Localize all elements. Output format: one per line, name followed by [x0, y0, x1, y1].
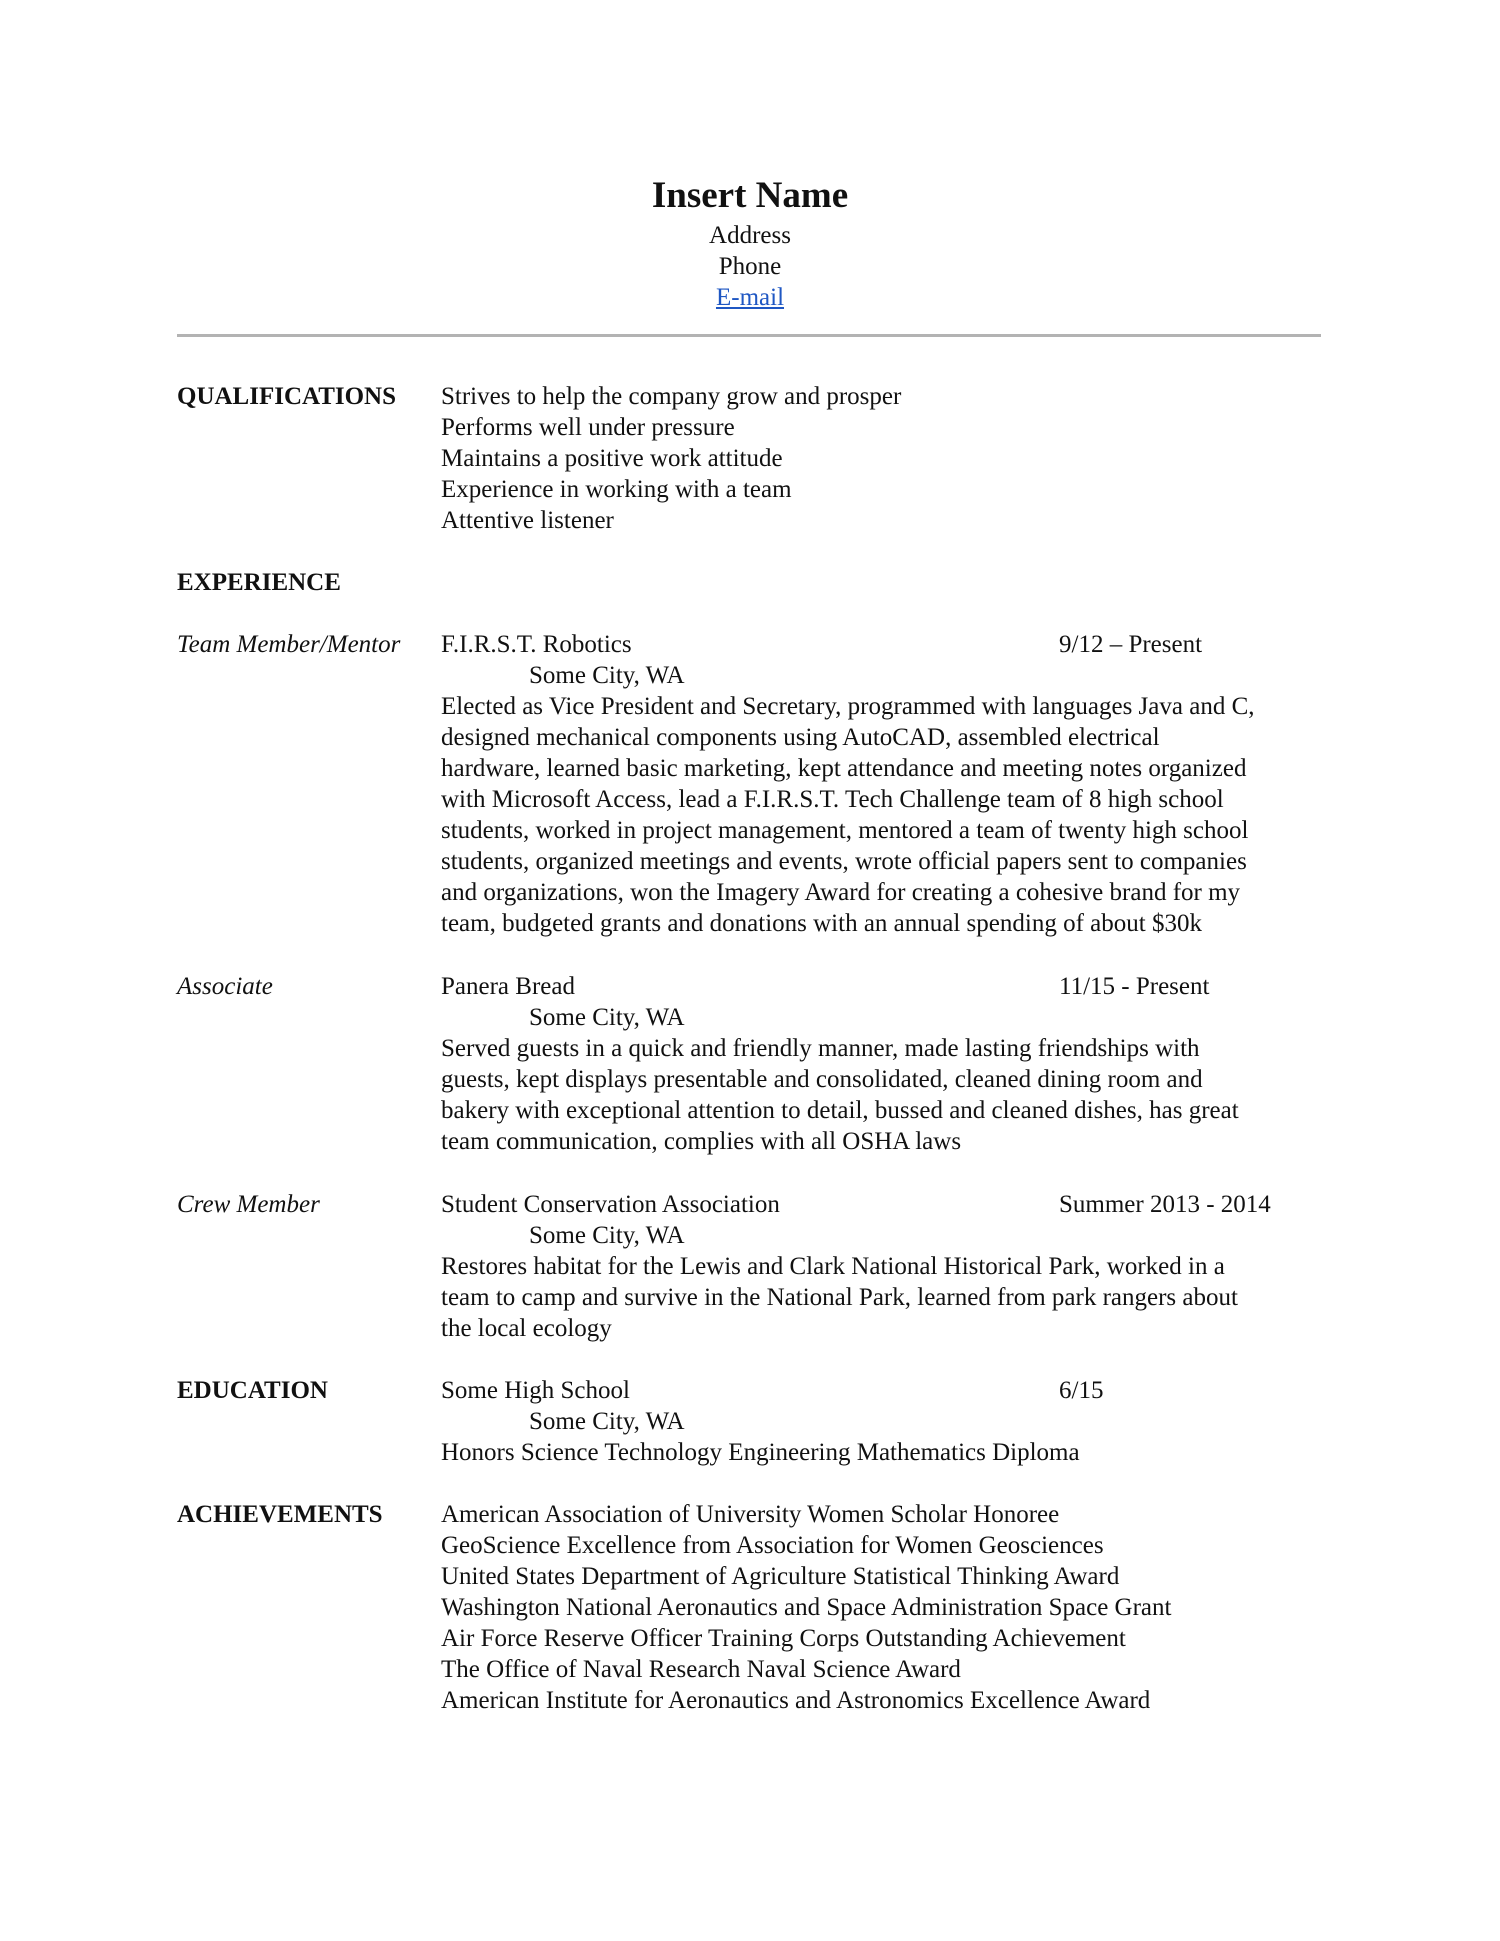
- job-description-line: bakery with exceptional attention to detail, bussed and cleaned dishes, has great: [441, 1097, 1239, 1124]
- header-divider: [177, 334, 1321, 337]
- job-description-line: and organizations, won the Imagery Award for creating a cohesive brand for my: [441, 879, 1241, 906]
- job-org: Student Conservation Association: [441, 1191, 780, 1218]
- graduation-date: 6/15: [1059, 1377, 1104, 1404]
- job-description-line: guests, kept displays presentable and consolidated, cleaned dining room and: [441, 1066, 1203, 1093]
- list-item: Strives to help the company grow and prosper: [441, 383, 902, 410]
- job-date: 9/12 – Present: [1059, 631, 1203, 658]
- list-item: Maintains a positive work attitude: [441, 445, 783, 472]
- education-entry: [441, 1375, 1341, 1468]
- job-description-line: students, organized meetings and events, wrote official papers sent to companies: [441, 848, 1247, 875]
- job-description-line: the local ecology: [441, 1315, 612, 1342]
- job-location: Some City, WA: [529, 1004, 685, 1031]
- job-role: Crew Member: [177, 1191, 320, 1218]
- school-location: Some City, WA: [529, 1408, 685, 1435]
- job-entry: [441, 629, 1341, 939]
- qualifications-heading: QUALIFICATIONS: [177, 383, 397, 410]
- job-description-line: Restores habitat for the Lewis and Clark National Historical Park, worked in a: [441, 1253, 1225, 1280]
- list-item: GeoScience Excellence from Association for Women Geosciences: [441, 1532, 1104, 1559]
- applicant-name: Insert Name: [651, 175, 849, 216]
- job-description-line: with Microsoft Access, lead a F.I.R.S.T. Tech Challenge team of 8 high school: [441, 786, 1224, 813]
- job-description-line: Served guests in a quick and friendly manner, made lasting friendships with: [441, 1035, 1200, 1062]
- diploma: Honors Science Technology Engineering Mathematics Diploma: [441, 1439, 1080, 1466]
- job-description-line: Elected as Vice President and Secretary, programmed with languages Java and C,: [441, 693, 1255, 720]
- list-item: American Association of University Women Scholar Honoree: [441, 1501, 1060, 1528]
- address-line: Address: [709, 222, 791, 249]
- list-item: Washington National Aeronautics and Space Administration Space Grant: [441, 1594, 1172, 1621]
- job-description-line: students, worked in project management, mentored a team of twenty high school: [441, 817, 1249, 844]
- job-location: Some City, WA: [529, 1222, 685, 1249]
- school-name: Some High School: [441, 1377, 630, 1404]
- job-description-line: hardware, learned basic marketing, kept attendance and meeting notes organized: [441, 755, 1247, 782]
- list-item: Experience in working with a team: [441, 476, 792, 503]
- education-heading: EDUCATION: [177, 1377, 328, 1404]
- job-entry: [441, 1189, 1341, 1344]
- list-item: Performs well under pressure: [441, 414, 735, 441]
- email-link[interactable]: E-mail: [715, 284, 785, 311]
- achievements-heading: ACHIEVEMENTS: [177, 1501, 383, 1528]
- job-role: Associate: [177, 973, 273, 1000]
- job-location: Some City, WA: [529, 662, 685, 689]
- list-item: United States Department of Agriculture Statistical Thinking Award: [441, 1563, 1120, 1590]
- resume-header: [0, 172, 1500, 313]
- experience-heading: EXPERIENCE: [177, 569, 341, 596]
- job-date: Summer 2013 - 2014: [1059, 1191, 1271, 1218]
- list-item: Air Force Reserve Officer Training Corps Outstanding Achievement: [441, 1625, 1126, 1652]
- qualifications-list: [441, 381, 1341, 536]
- phone-line: Phone: [718, 253, 782, 280]
- list-item: American Institute for Aeronautics and Astronomics Excellence Award: [441, 1687, 1151, 1714]
- job-description-line: team communication, complies with all OSHA laws: [441, 1128, 962, 1155]
- achievements-list: [441, 1499, 1341, 1716]
- job-org: F.I.R.S.T. Robotics: [441, 631, 632, 658]
- job-role: Team Member/Mentor: [177, 631, 401, 658]
- list-item: Attentive listener: [441, 507, 614, 534]
- job-description-line: designed mechanical components using AutoCAD, assembled electrical: [441, 724, 1160, 751]
- job-org: Panera Bread: [441, 973, 575, 1000]
- list-item: The Office of Naval Research Naval Science Award: [441, 1656, 961, 1683]
- job-entry: [441, 971, 1341, 1157]
- job-description-line: team, budgeted grants and donations with an annual spending of about $30k: [441, 910, 1202, 937]
- job-date: 11/15 - Present: [1059, 973, 1210, 1000]
- job-description-line: team to camp and survive in the National Park, learned from park rangers about: [441, 1284, 1238, 1311]
